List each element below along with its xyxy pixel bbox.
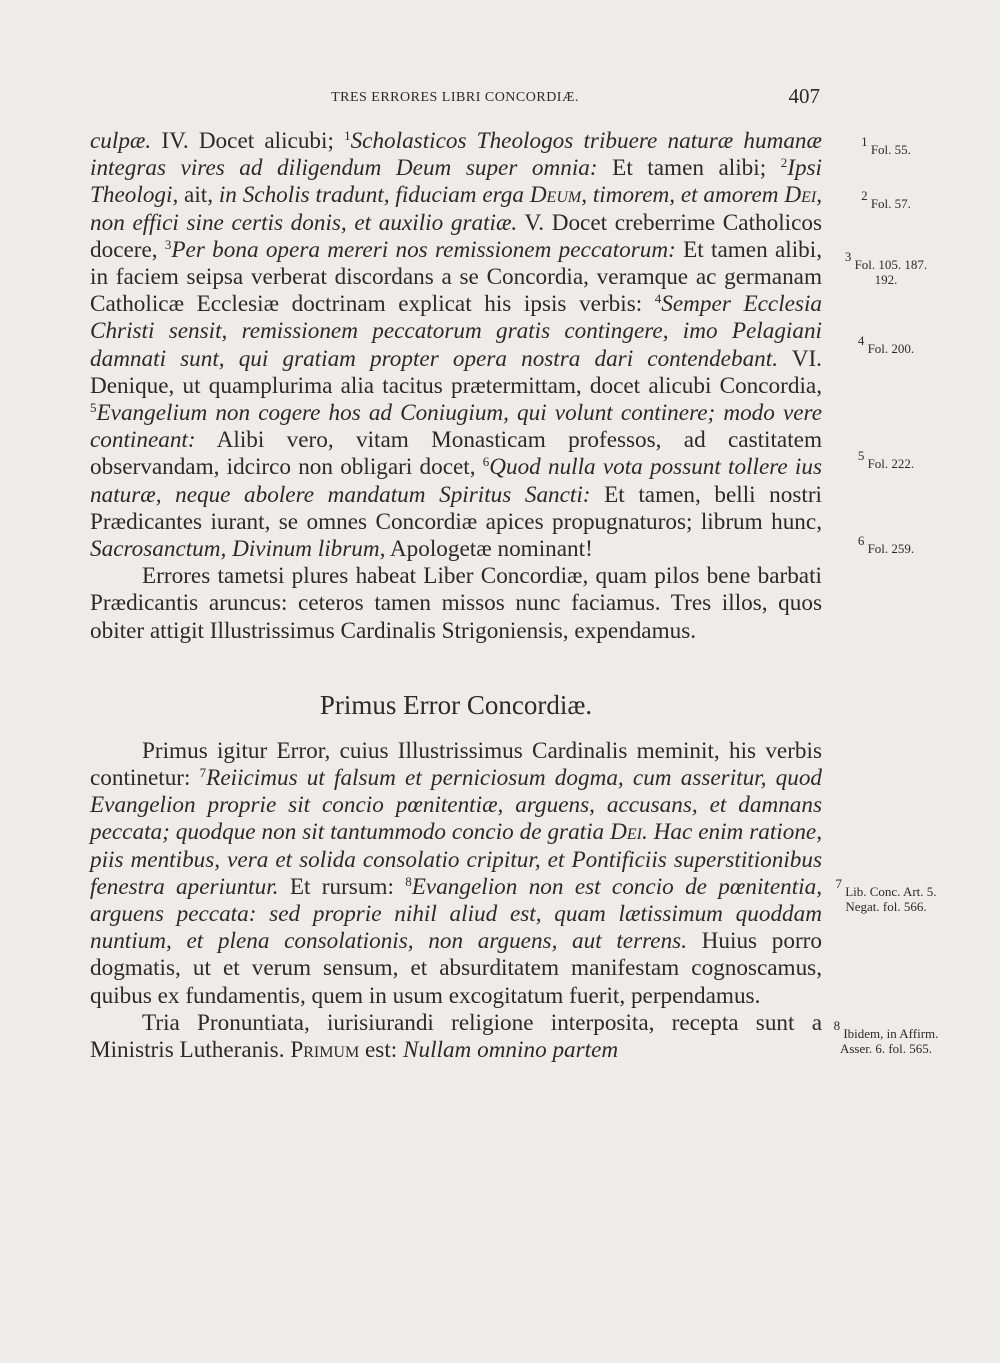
margin-note-number: 1 xyxy=(861,134,868,149)
text-italic: culpæ. xyxy=(90,128,152,154)
text-italic: , timorem, et amorem xyxy=(581,182,785,209)
text-smallcaps: Dei xyxy=(784,182,817,209)
margin-note-number: 6 xyxy=(857,533,865,548)
text: est: xyxy=(359,1037,404,1064)
text-italic: Semper Ecclesia Christi sensit, remissionem peccatorum gratis contingere, imo Pelagiani damnati sunt, qui gratiam propter opera nostra dari contendebant. xyxy=(90,291,822,372)
main-text xyxy=(90,128,822,1064)
text-italic: Reiicimus ut falsum et perniciosum dogma, cum asseritur, quod Evangelion proprie sit concio pœnitentiæ, arguens, accusans, et damnans peccata; quodque non sit tantummodo concio de gratia xyxy=(90,765,823,846)
text: Alibi vero, vitam Monasticam professos, ad castitatem observandam, idcirco non obligari docet, xyxy=(90,427,822,481)
paragraph xyxy=(90,738,822,1010)
text: Et tamen, belli nostri Prædicantes iurant, se omnes Concordiæ apices propugnaturos; librum hunc, xyxy=(90,481,822,535)
text-italic: Evangelium non cogere hos ad Coniugium, qui volunt continere; modo vere contineant: xyxy=(90,400,822,454)
text: Et tamen alibi; xyxy=(597,155,781,182)
margin-note xyxy=(832,876,940,914)
text-smallcaps: Primum xyxy=(290,1037,360,1064)
text: Tria Pronuntiata, iurisiurandi religione interposita, recepta sunt a Ministris Lutheranis. xyxy=(90,1009,822,1064)
footnote-ref: 1 xyxy=(344,128,351,143)
margin-note-text: Ibidem, in Affirm. Asser. 6. fol. 565. xyxy=(839,1026,939,1056)
margin-note xyxy=(832,188,940,211)
footnote-ref: 4 xyxy=(654,291,662,307)
margin-note-number: 3 xyxy=(844,249,852,264)
footnote-ref: 3 xyxy=(164,236,172,252)
text: Et rursum: xyxy=(278,873,406,900)
text-italic: Ipsi Theologi, xyxy=(90,155,822,209)
paragraph: Errores tametsi plures habeat Liber Concordiæ, quam pilos bene barbati Prædicantis aruncus: ceteros tamen missos nunc faciamus. Tres illos, quos obiter attigit Illustrissimus Cardinalis Strigoniensis, expendamus. xyxy=(90,563,822,644)
text: VI. Denique, ut quamplurima alia tacitus prætermittam, docet alicubi Concordia, xyxy=(90,345,822,399)
text: Primus igitur Error, cuius Illustrissimus Cardinalis meminit, his verbis continetur: xyxy=(90,737,822,792)
text: IV. Docet alicubi; xyxy=(151,128,345,154)
text-italic: . Hac enim ratione, piis mentibus, vera et solida consolatio cripitur, et Pontificiis superstitionibus fenestra aperiuntur. xyxy=(90,819,823,900)
margin-note-text: Fol. 259. xyxy=(867,541,915,556)
margin-note xyxy=(832,134,940,157)
margin-note-number: 2 xyxy=(861,188,868,203)
footnote-ref: 5 xyxy=(90,400,97,416)
text-italic: , non effici sine certis donis, et auxilio gratiæ. xyxy=(90,182,823,236)
text-italic: Evangelion non est concio de pœnitentia, arguens peccata: sed proprie nihil aliud est, quam lætissimum quoddam nuntium, et plena consolationis, non arguens, aut terrens. xyxy=(90,873,822,955)
footnote-ref: 2 xyxy=(780,155,788,171)
margin-note xyxy=(832,333,940,356)
page-number: 407 xyxy=(788,84,820,108)
margin-note-text: Fol. 55. xyxy=(870,142,911,157)
margin-note-text: Fol. 200. xyxy=(867,341,915,356)
text-smallcaps: Deum xyxy=(529,182,582,209)
paragraph xyxy=(90,1010,822,1064)
margin-note-text: Fol. 222. xyxy=(867,456,915,471)
text: Et tamen alibi, in faciem seipsa verberat discordans a se Concordia, veramque ac germanam Catholicæ Ecclesiæ doctrinam explicat his ipsis verbis: xyxy=(90,236,822,318)
paragraph xyxy=(90,128,822,563)
text-italic: in Scholis tradunt, fiduciam erga xyxy=(218,182,530,209)
margin-note-number: 8 xyxy=(833,1018,841,1033)
text: ait, xyxy=(178,182,219,209)
margin-note xyxy=(832,448,940,471)
section-heading: Primus Error Concordiæ. xyxy=(319,689,593,720)
margin-note-number: 5 xyxy=(857,448,865,463)
text: V. Docet creberrime Catholicos docere, xyxy=(90,209,822,263)
text-italic: Nullam omnino partem xyxy=(403,1037,619,1064)
footnote-ref: 8 xyxy=(405,873,412,889)
margin-note xyxy=(832,533,940,556)
text-italic: Sacrosanctum, Divinum librum, xyxy=(90,536,386,563)
margin-note-text: Lib. Conc. Art. 5. Negat. fol. 566. xyxy=(845,884,937,914)
text-italic: Per bona opera mereri nos remissionem peccatorum: xyxy=(171,236,676,263)
margin-note-text: Fol. 105. 187. 192. xyxy=(854,257,928,287)
margin-note-text: Fol. 57. xyxy=(870,196,911,211)
margin-note xyxy=(832,249,940,287)
page-header xyxy=(90,84,820,114)
margin-note-number: 4 xyxy=(857,333,865,348)
text-italic: Scholasticos Theologos tribuere naturæ humanæ integras vires ad diligendum Deum super omnia: xyxy=(90,128,822,182)
text-smallcaps: Dei xyxy=(610,819,642,846)
running-title: TRES ERRORES LIBRI CONCORDIÆ. xyxy=(331,90,579,105)
footnote-ref: 7 xyxy=(199,765,207,781)
footnote-ref: 6 xyxy=(482,454,490,470)
margin-note-number: 7 xyxy=(835,876,842,891)
text: Apologetæ nominant! xyxy=(385,536,593,563)
text-italic: Quod nulla vota possunt tollere ius naturæ, neque abolere mandatum Spiritus Sancti: xyxy=(90,454,822,508)
text: Huius porro dogmatis, ut et verum sensum, et absurditatem manifestam cognoscamus, quibus ex fundamentis, quem in usum excogitatum fuerit, perpendamus. xyxy=(90,928,822,1009)
margin-note xyxy=(832,1018,940,1056)
